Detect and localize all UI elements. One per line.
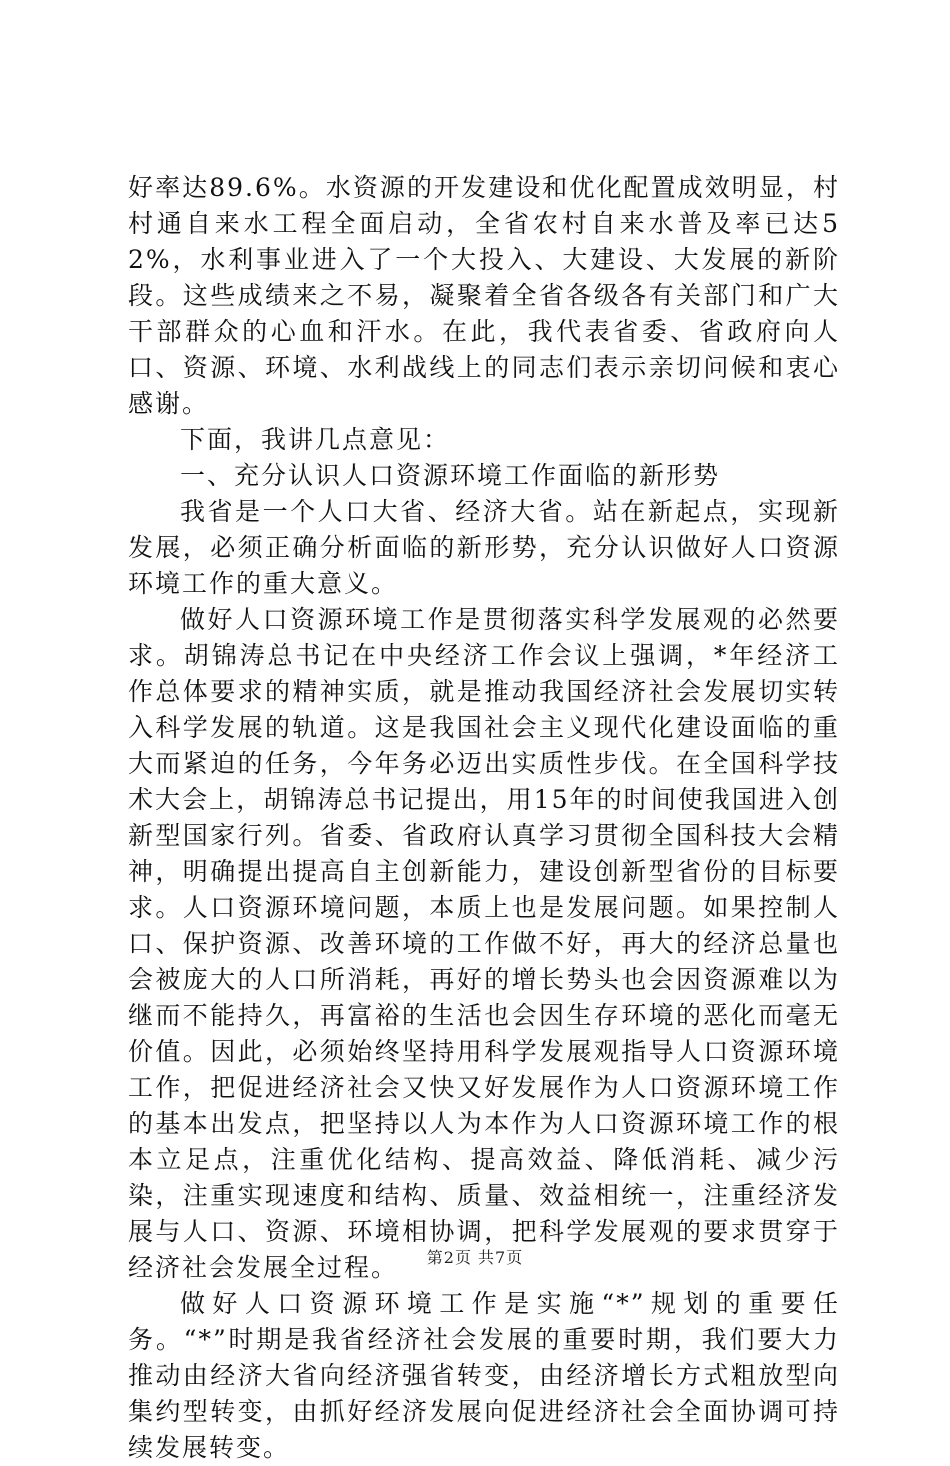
paragraph: 下面，我讲几点意见： xyxy=(180,425,451,454)
section-heading: 一、充分认识人口资源环境工作面临的新形势 xyxy=(180,461,721,490)
document-body xyxy=(128,170,840,1466)
paragraph: 好率达89.6%。水资源的开发建设和优化配置成效明显，村村通自来水工程全面启动，全省农村自来水普及率已达52%，水利事业进入了一个大投入、大建设、大发展的新阶段。这些成绩来之不易，凝聚着全省各级各有关部门和广大干部群众的心血和汗水。在此，我代表省委、省政府向人口、资源、环境、水利战线上的同志们表示亲切问候和衷心感谢。 xyxy=(128,173,840,418)
paragraph: 我省是一个人口大省、经济大省。站在新起点，实现新发展，必须正确分析面临的新形势，充分认识做好人口资源环境工作的重大意义。 xyxy=(128,497,840,598)
paragraph: 做好人口资源环境工作是实施“*”规划的重要任务。“*”时期是我省经济社会发展的重要时期，我们要大力推动由经济大省向经济强省转变，由经济增长方式粗放型向集约型转变，由抓好经济发展向促进经济社会全面协调可持续发展转变。 xyxy=(128,1289,840,1462)
paragraph: 做好人口资源环境工作是贯彻落实科学发展观的必然要求。胡锦涛总书记在中央经济工作会议上强调，*年经济工作总体要求的精神实质，就是推动我国经济社会发展切实转入科学发展的轨道。这是我国社会主义现代化建设面临的重大而紧迫的任务，今年务必迈出实质性步伐。在全国科学技术大会上，胡锦涛总书记提出，用15年的时间使我国进入创新型国家行列。省委、省政府认真学习贯彻全国科技大会精神，明确提出提高自主创新能力，建设创新型省份的目标要求。人口资源环境问题，本质上也是发展问题。如果控制人口、保护资源、改善环境的工作做不好，再大的经济总量也会被庞大的人口所消耗，再好的增长势头也会因资源难以为继而不能持久，再富裕的生活也会因生存环境的恶化而毫无价值。因此，必须始终坚持用科学发展观指导人口资源环境工作，把促进经济社会又快又好发展作为人口资源环境工作的基本出发点，把坚持以人为本作为人口资源环境工作的根本立足点，注重优化结构、提高效益、降低消耗、减少污染，注重实现速度和结构、质量、效益相统一，注重经济发展与人口、资源、环境相协调，把科学发展观的要求贯穿于经济社会发展全过程。 xyxy=(128,605,840,1282)
page-number-footer: 第2页 共7页 xyxy=(426,1248,524,1267)
